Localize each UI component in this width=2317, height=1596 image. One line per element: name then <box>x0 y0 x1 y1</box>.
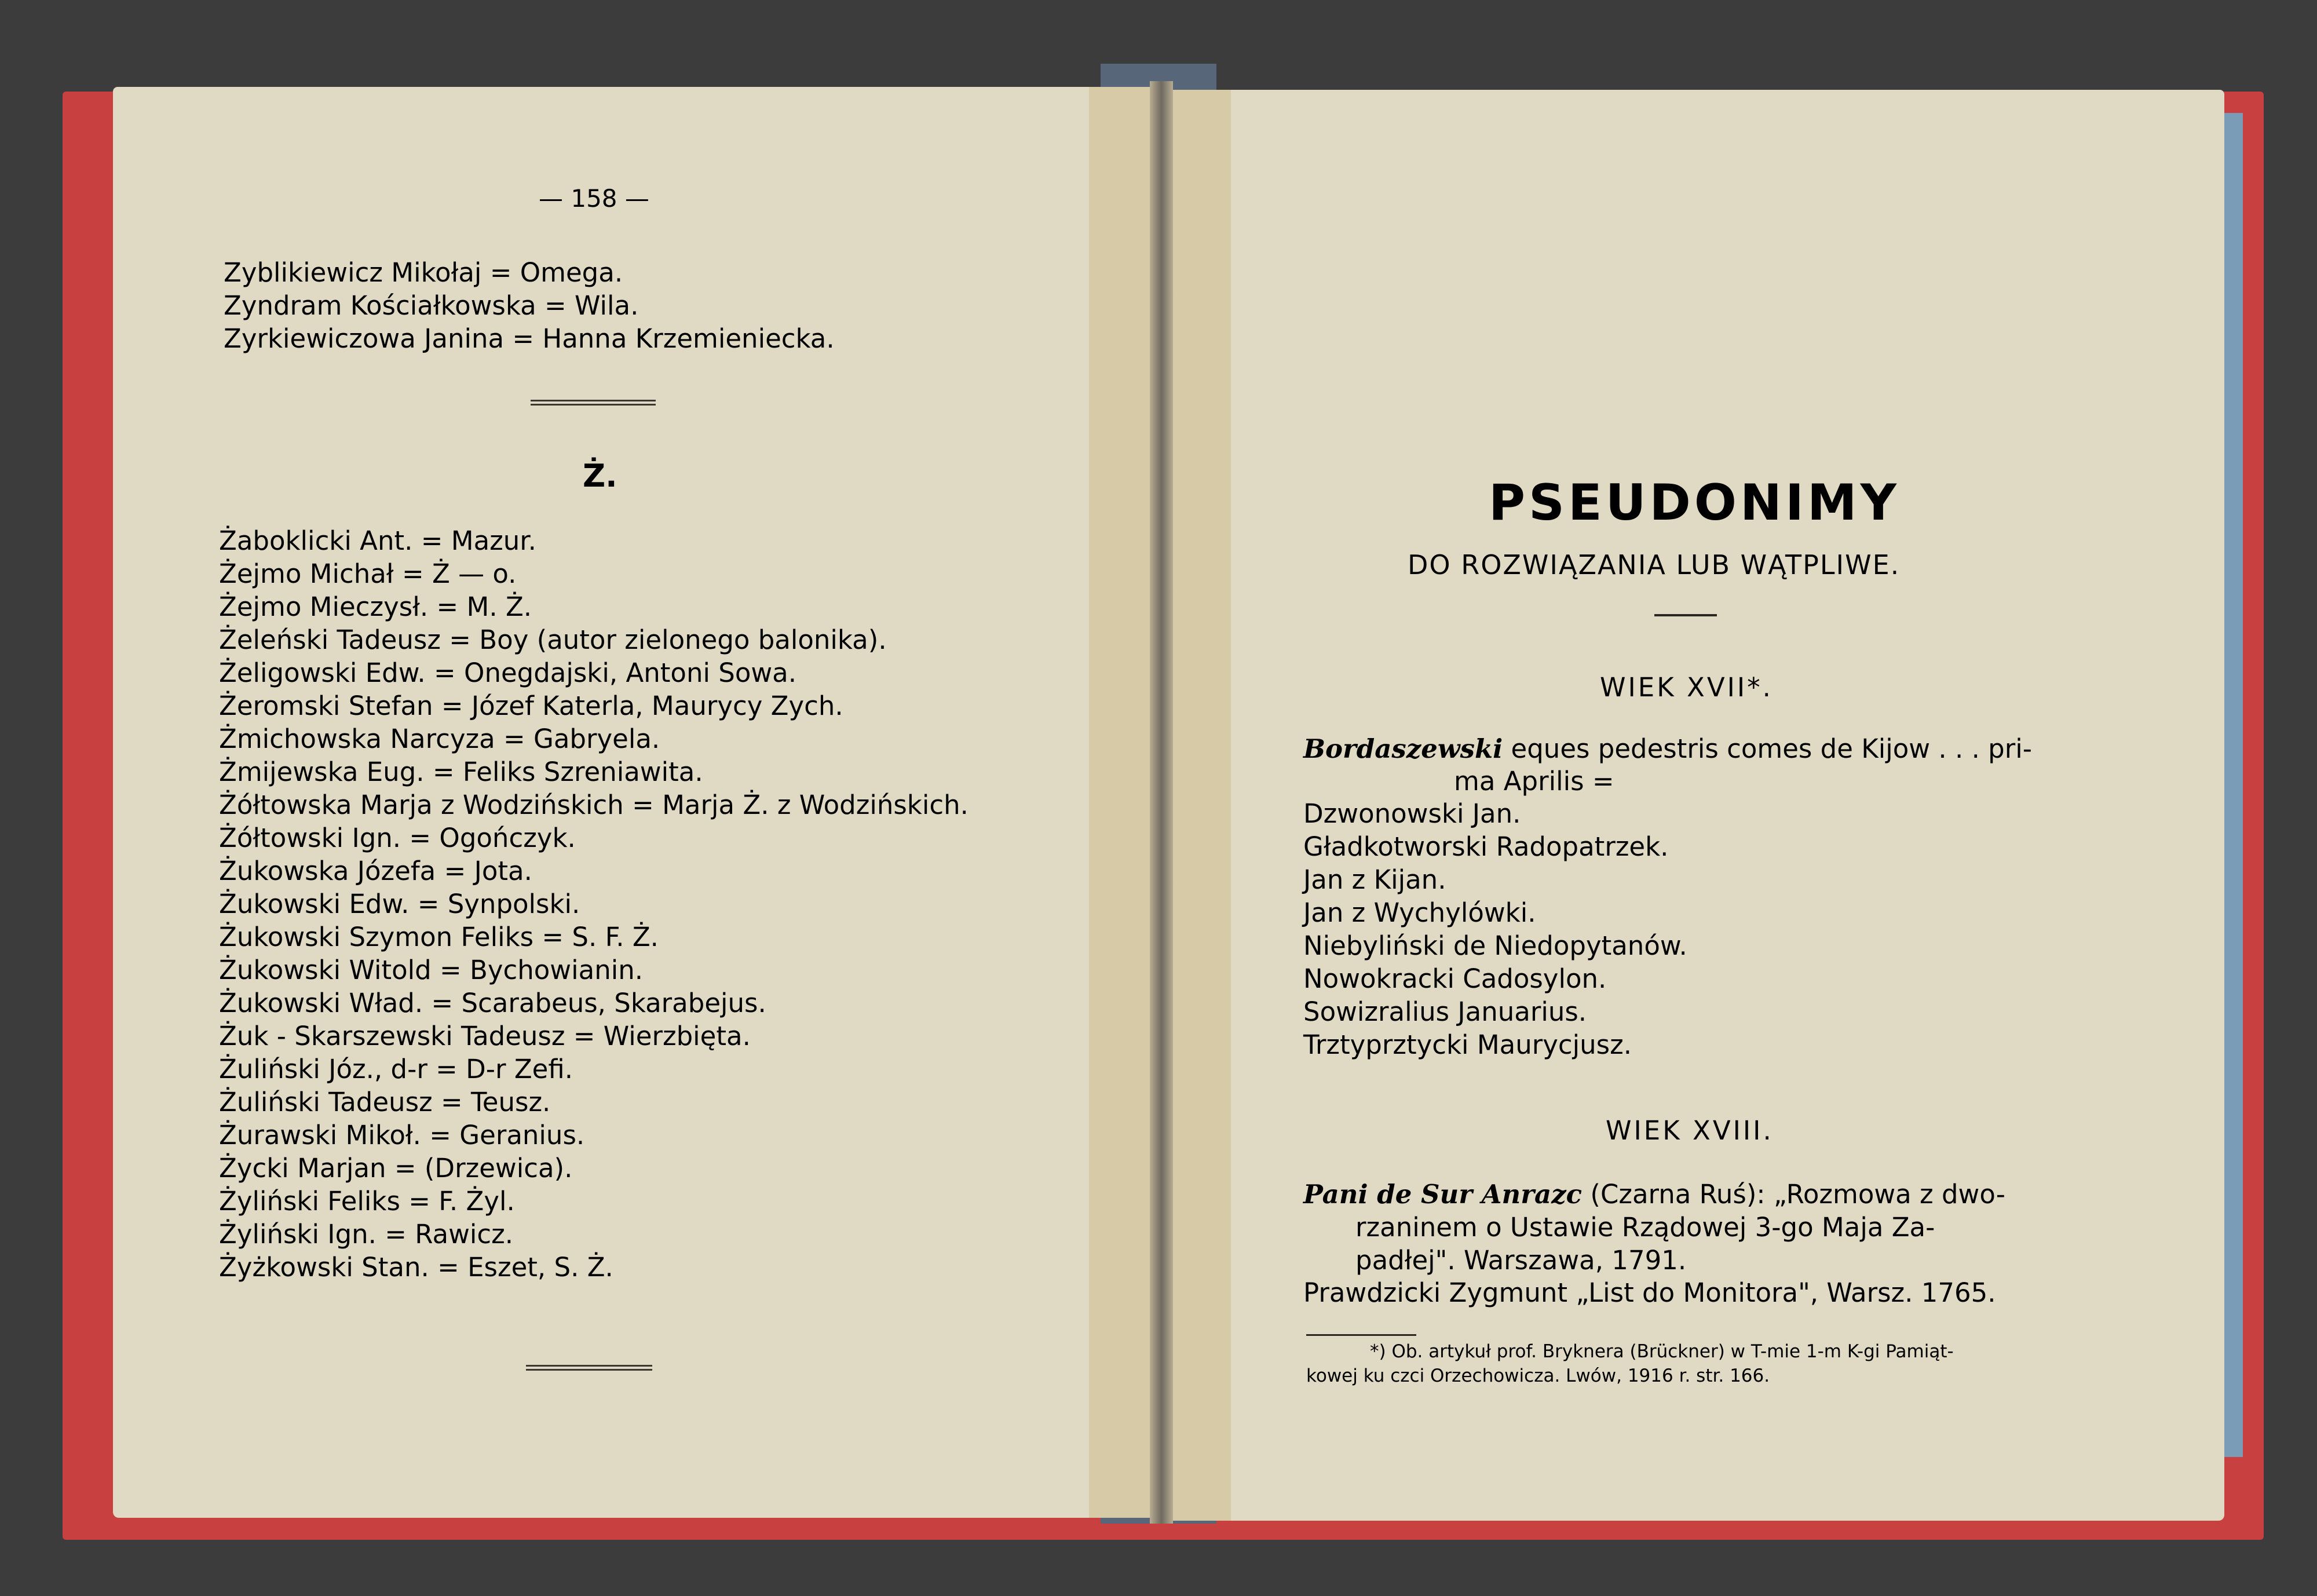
entry-name: Pani de Sur Anrazc <box>1303 1179 1583 1210</box>
footnote-line: kowej ku czci Orzechowicza. Lwów, 1916 r. str. 166. <box>1306 1365 1770 1386</box>
section-heading-17: WIEK XVII*. <box>1600 672 1773 703</box>
list-item: Dzwonowski Jan. <box>1303 798 1521 829</box>
list-item: Żyżkowski Stan. = Eszet, S. Ż. <box>219 1252 613 1283</box>
list-item: Żaboklicki Ant. = Mazur. <box>219 525 536 556</box>
footnote-rule <box>1306 1334 1416 1336</box>
section-letter: Ż. <box>583 458 617 494</box>
list-item: Żukowski Wład. = Scarabeus, Skarabejus. <box>219 988 766 1018</box>
section-heading-18: WIEK XVIII. <box>1606 1115 1774 1146</box>
page-gutter <box>1150 81 1173 1524</box>
entry-first-18 <box>1303 1178 2005 1211</box>
list-item: Żuliński Tadeusz = Teusz. <box>219 1087 551 1117</box>
list-item: Żmichowska Narcyza = Gabryela. <box>219 724 660 754</box>
page-subtitle: DO ROZWIĄZANIA LUB WĄTPLIWE. <box>1408 549 1901 580</box>
list-item: Sowizralius Januarius. <box>1303 996 1587 1027</box>
list-item: Zyndram Kościałkowska = Wila. <box>224 290 639 321</box>
double-rule-bottom <box>526 1365 652 1371</box>
entry-first-18-cont1: rzaninem o Ustawie Rządowej 3-go Maja Za- <box>1355 1212 1935 1243</box>
double-rule-top <box>531 400 656 406</box>
entry-text: (Czarna Ruś): „Rozmowa z dwo- <box>1582 1179 2005 1210</box>
list-item: Nowokracki Cadosylon. <box>1303 963 1607 994</box>
list-item: Żukowski Edw. = Synpolski. <box>219 889 580 919</box>
list-item: Żuk - Skarszewski Tadeusz = Wierzbięta. <box>219 1021 751 1051</box>
entry-first-17 <box>1303 732 2032 765</box>
footnote-line: *) Ob. artykuł prof. Bryknera (Brückner) w T-mie 1-m K-gi Pamiąt- <box>1370 1341 1954 1362</box>
title-rule <box>1654 614 1717 616</box>
list-item: Żejmo Mieczysł. = M. Ż. <box>219 591 532 622</box>
entries-17-list <box>1303 797 1687 1061</box>
entry-second-18: Prawdzicki Zygmunt „List do Monitora", Warsz. 1765. <box>1303 1277 1996 1308</box>
list-item: Jan z Kijan. <box>1303 864 1446 895</box>
list-item: Trztyprztycki Maurycjusz. <box>1303 1029 1632 1060</box>
page-title: PSEUDONIMY <box>1489 474 1900 532</box>
list-item: Żeleński Tadeusz = Boy (autor zielonego balonika). <box>219 624 887 655</box>
list-item: Żuliński Józ., d-r = D-r Zefi. <box>219 1054 573 1084</box>
list-item: Żyliński Ign. = Rawicz. <box>219 1219 514 1250</box>
list-item: Zyblikiewicz Mikołaj = Omega. <box>224 257 623 288</box>
entry-text: eques pedestris comes de Kijow . . . pri- <box>1503 733 2032 764</box>
list-item: Życki Marjan = (Drzewica). <box>219 1153 573 1184</box>
list-item: Gładkotworski Radopatrzek. <box>1303 831 1669 862</box>
list-item: Zyrkiewiczowa Janina = Hanna Krzemieniecka. <box>224 323 835 354</box>
list-item: Żejmo Michał = Ż — o. <box>219 558 517 589</box>
list-item: Żyliński Feliks = F. Żyl. <box>219 1186 515 1217</box>
list-item: Żółtowski Ign. = Ogończyk. <box>219 823 576 853</box>
list-item: Żukowski Szymon Feliks = S. F. Ż. <box>219 922 659 952</box>
list-item: Żmijewska Eug. = Feliks Szreniawita. <box>219 757 703 787</box>
page-number: — 158 — <box>539 184 649 213</box>
footnote <box>1306 1339 2071 1388</box>
list-item: Żurawski Mikoł. = Geranius. <box>219 1120 585 1151</box>
list-item: Żukowska Józefa = Jota. <box>219 856 532 886</box>
list-item: Żeromski Stefan = Józef Katerla, Maurycy Zych. <box>219 691 843 721</box>
list-item: Żukowski Witold = Bychowianin. <box>219 955 644 985</box>
entries-z-list <box>219 524 969 1284</box>
entry-name: Bordaszewski <box>1303 733 1503 764</box>
list-item: Jan z Wychylówki. <box>1303 897 1536 928</box>
list-item: Żółtowska Marja z Wodzińskich = Marja Ż. z Wodzińskich. <box>219 790 969 820</box>
repair-tape-right <box>1164 90 1231 1521</box>
list-item: Żeligowski Edw. = Onegdajski, Antoni Sowa. <box>219 658 797 688</box>
list-item: Niebyliński de Niedopytanów. <box>1303 930 1687 961</box>
entry-first-18-cont2: padłej". Warszawa, 1791. <box>1355 1245 1687 1276</box>
entry-first-17-cont: ma Aprilis = <box>1454 766 1614 797</box>
entries-top-list <box>224 256 835 355</box>
